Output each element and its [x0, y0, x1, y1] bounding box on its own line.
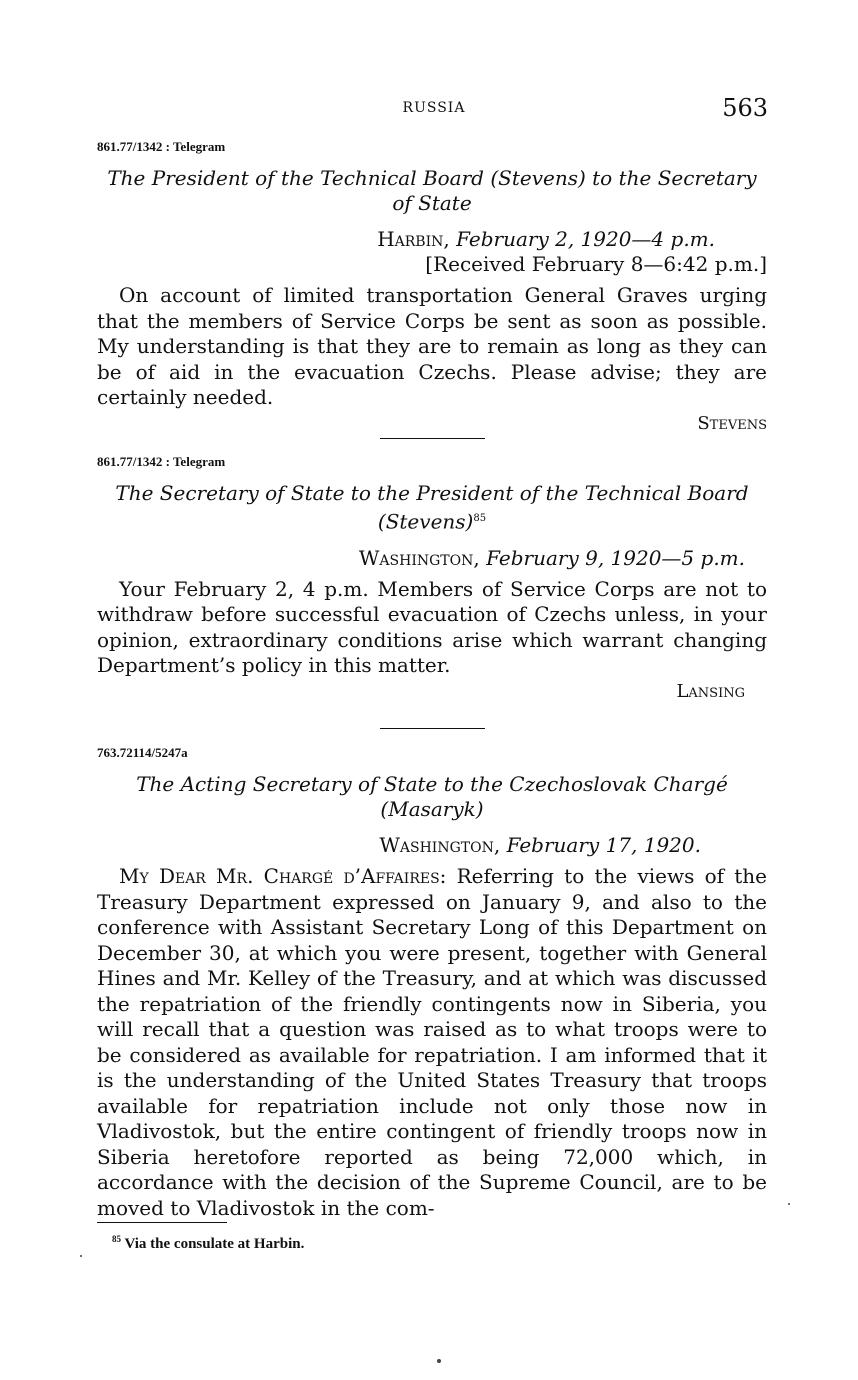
- dateline-date: February 2, 1920—4 p.m.: [456, 227, 715, 251]
- file-reference: 861.77/1342 : Telegram: [97, 454, 226, 469]
- print-speck: [80, 1255, 82, 1257]
- footnote: [112, 1234, 304, 1253]
- document-stevens-telegram: [97, 138, 767, 437]
- footnote-text: Via the consulate at Harbin.: [124, 1236, 305, 1252]
- heading-line: (Masaryk): [380, 797, 484, 821]
- heading-line: The Acting Secretary of State to the Czechoslovak Chargé: [136, 772, 728, 796]
- dateline: [97, 832, 767, 858]
- page-number: 563: [722, 94, 768, 122]
- letter-body: [97, 864, 767, 1221]
- running-head: [0, 96, 858, 122]
- print-speck: [788, 1203, 790, 1205]
- section-divider: [380, 728, 485, 729]
- footnote-rule: [97, 1222, 227, 1223]
- dateline-date: February 9, 1920—5 p.m.: [486, 545, 745, 570]
- document-heading: [97, 772, 767, 822]
- heading-text: (Stevens): [377, 509, 474, 534]
- dateline-date: February 17, 1920.: [506, 833, 701, 857]
- file-reference: 763.72114/5247a: [97, 745, 188, 760]
- file-reference: 861.77/1342 : Telegram: [97, 139, 226, 154]
- section-divider: [380, 438, 485, 439]
- dateline: [97, 226, 767, 252]
- signature: Stevens: [697, 412, 767, 434]
- dateline-place: Washington,: [379, 833, 501, 857]
- heading-line: The President of the Technical Board (Stevens) to the Secretary: [107, 166, 757, 190]
- salutation: My Dear Mr. Chargé d’Affaires:: [119, 864, 447, 888]
- heading-line: of State: [392, 191, 472, 215]
- body-paragraph: Your February 2, 4 p.m. Members of Service Corps are not to withdraw before successful evacuation of Czechs unless, in your opinion, extraordinary conditions arise which warrant changing Department’s policy in this matter.: [97, 576, 767, 678]
- dateline-place: Washington,: [358, 545, 480, 570]
- footnote-reference: 85: [473, 513, 487, 524]
- letter-text: Referring to the views of the Treasury Department expressed on January 9, and also to the conference with Assistant Secretary Long of this Department on December 30, at which you were present, together with General Hines and Mr. Kelley of the Treasury, and at which was discussed the repatriation of the friendly contingents now in Siberia, you will recall that a question was raised as to what troops were to be considered as available for repatriation. I am informed that it is the understanding of the United States Treasury that troops available for repatriation include not only those now in Vladivostok, but the entire contingent of friendly troops now in Siberia heretofore reported as being 72,000 which, in accordance with the decision of the Supreme Council, are to be moved to Vladivostok in the com-: [97, 864, 767, 1220]
- dateline-place: Harbin,: [377, 227, 450, 251]
- document-heading: [97, 481, 767, 535]
- document-lansing-telegram: [97, 453, 767, 705]
- received-note: [Received February 8—6:42 p.m.]: [425, 252, 767, 276]
- body-paragraph: On account of limited transportation General Graves urging that the members of Service Corps be sent as soon as possible. My understanding is that they are to remain as long as they can be of aid in the evacuation Czechs. Please advise; they are certainly needed.: [97, 283, 767, 409]
- document-heading: [97, 166, 767, 216]
- heading-line: [97, 506, 767, 535]
- dateline: [97, 545, 767, 571]
- print-speck: [437, 1359, 441, 1363]
- running-title: RUSSIA: [402, 100, 466, 116]
- footnote-number: 85: [112, 1234, 121, 1244]
- document-masaryk-letter: [97, 744, 767, 1221]
- signature: Lansing: [676, 680, 745, 702]
- heading-line: The Secretary of State to the President of the Technical Board: [115, 481, 749, 505]
